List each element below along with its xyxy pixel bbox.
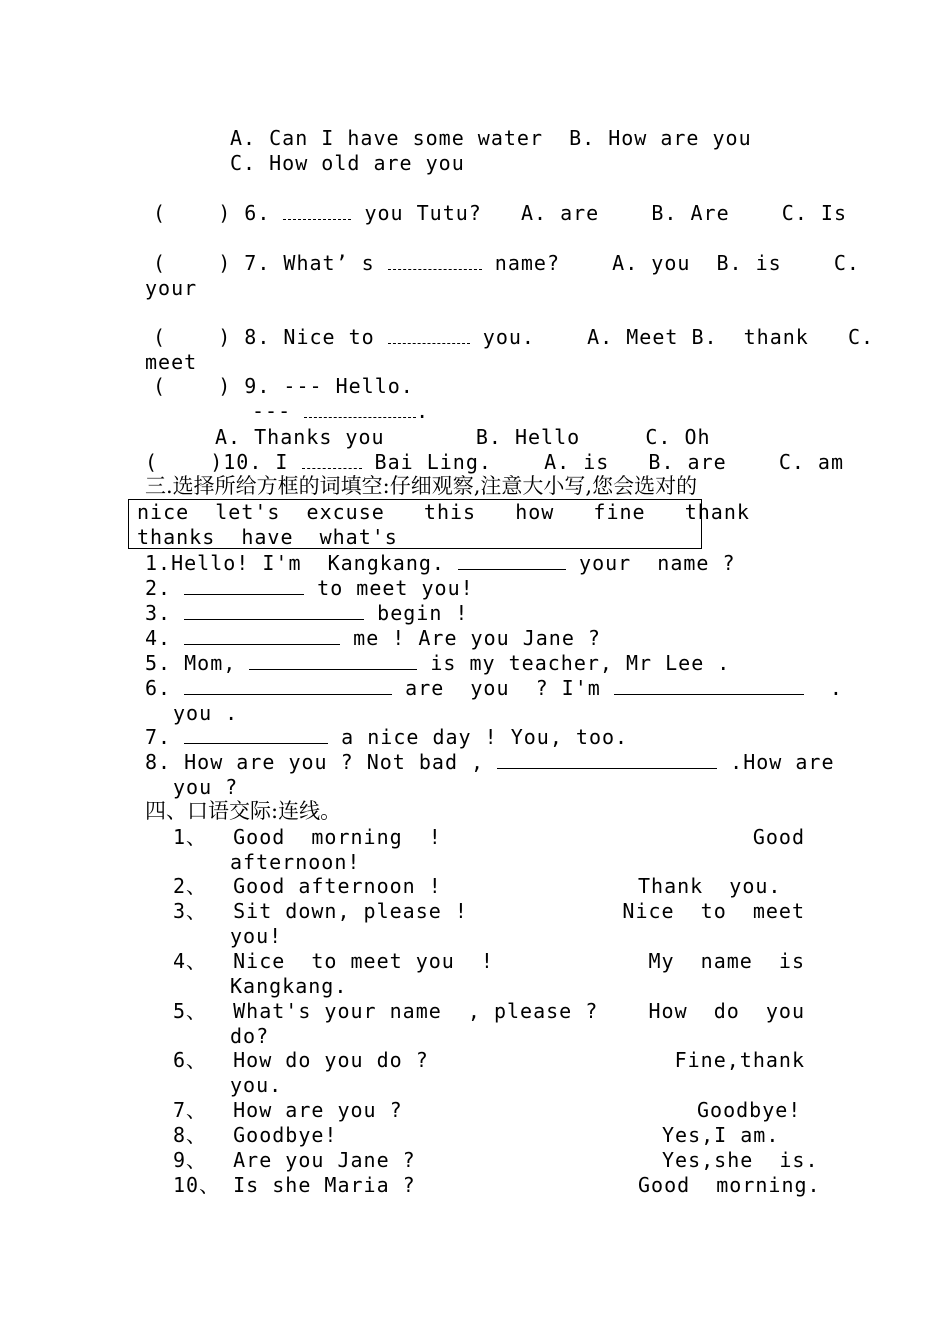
match-left-5-wrap: do? xyxy=(230,1024,270,1048)
fill-item-7: 7. a nice day ! You, too. xyxy=(145,725,629,749)
question-number: ( ) 9. xyxy=(153,374,271,398)
question-number: ( ) 8. xyxy=(153,325,271,349)
match-left-9: 9、 Are you Jane ? xyxy=(173,1148,416,1172)
answer-blank[interactable] xyxy=(388,325,470,344)
question-number: ( )10. xyxy=(145,450,263,474)
match-left-5: 5、 What's your name , please ? xyxy=(173,999,599,1023)
answer-blank[interactable] xyxy=(302,450,362,469)
match-left-2: 2、 Good afternoon ! xyxy=(173,874,442,898)
fill-item-6-wrap: you . xyxy=(173,701,239,725)
match-left-10: 10、 Is she Maria ? xyxy=(173,1173,416,1197)
question-10: ( )10. I Bai Ling. A. is B. are C. am xyxy=(145,450,845,474)
match-left-3: 3、 Sit down, please ! xyxy=(173,899,468,923)
fill-item-8-wrap: you ? xyxy=(173,775,239,799)
match-left-6: 6、 How do you do ? xyxy=(173,1048,429,1072)
question-8-wrap: meet xyxy=(145,350,198,374)
question-8: ( ) 8. Nice to you. A. Meet B. thank C. xyxy=(153,325,875,349)
match-left-6-wrap: you. xyxy=(230,1073,283,1097)
question-9: ( ) 9. --- Hello. xyxy=(153,374,414,398)
answer-blank[interactable] xyxy=(497,750,717,769)
match-left-8: 8、 Goodbye! xyxy=(173,1123,338,1147)
fill-item-3: 3. begin ! xyxy=(145,601,469,625)
match-left-1-wrap: afternoon! xyxy=(230,850,361,874)
fill-item-8: 8. How are you ? Not bad , .How are xyxy=(145,750,835,774)
fill-item-5: 5. Mom, is my teacher, Mr Lee . xyxy=(145,651,731,675)
section-4-title: 四、口语交际:连线。 xyxy=(145,799,342,823)
match-left-4: 4、 Nice to meet you ! xyxy=(173,949,494,973)
fill-item-2: 2. to meet you! xyxy=(145,576,474,600)
question-6: ( ) 6. you Tutu? A. are B. Are C. Is xyxy=(153,201,847,225)
match-left-7: 7、 How are you ? xyxy=(173,1098,403,1122)
match-right-3: Nice to meet xyxy=(622,899,805,923)
question-9-options: A. Thanks you B. Hello C. Oh xyxy=(215,425,711,449)
match-right-1: Good xyxy=(752,825,805,849)
match-right-7: Goodbye! xyxy=(697,1098,802,1122)
section-3-title: 三.选择所给方框的词填空:仔细观察,注意大小写,您会选对的 xyxy=(145,474,698,498)
match-left-1: 1、 Good morning ! xyxy=(173,825,442,849)
answer-blank[interactable] xyxy=(184,626,340,645)
question-number: ( ) 7. xyxy=(153,251,271,275)
answer-blank[interactable] xyxy=(184,725,328,744)
word-box-line2: thanks have what's xyxy=(137,525,398,549)
match-right-4: My name is xyxy=(648,949,805,973)
match-right-6: Fine,thank xyxy=(674,1048,805,1072)
answer-blank[interactable] xyxy=(184,676,392,695)
question-number: ( ) 6. xyxy=(153,201,271,225)
question-7-wrap: your xyxy=(145,276,198,300)
match-right-10: Good morning. xyxy=(638,1173,821,1197)
question-9-answer: --- . xyxy=(252,399,430,423)
answer-blank[interactable] xyxy=(388,251,482,270)
answer-blank[interactable] xyxy=(184,601,364,620)
fill-item-4: 4. me ! Are you Jane ? xyxy=(145,626,601,650)
match-right-9: Yes,she is. xyxy=(662,1148,819,1172)
match-left-3-wrap: you! xyxy=(230,924,283,948)
word-box-line1: nice let's excuse this how fine thank xyxy=(137,500,750,524)
fill-item-1: 1.Hello! I'm Kangkang. your name ? xyxy=(145,551,736,575)
match-right-8: Yes,I am. xyxy=(662,1123,780,1147)
answer-blank[interactable] xyxy=(458,551,566,570)
answer-blank[interactable] xyxy=(304,399,416,418)
match-right-5: How do you xyxy=(648,999,805,1023)
answer-blank[interactable] xyxy=(249,651,417,670)
q5-options-line2: C. How old are you xyxy=(230,151,465,175)
fill-item-6: 6. are you ? I'm . xyxy=(145,676,843,700)
q5-options-line1: A. Can I have some water B. How are you xyxy=(230,126,752,150)
answer-blank[interactable] xyxy=(184,576,304,595)
answer-blank[interactable] xyxy=(283,201,351,220)
match-left-4-wrap: Kangkang. xyxy=(230,974,348,998)
question-7: ( ) 7. What’ s name? A. you B. is C. xyxy=(153,251,860,275)
answer-blank[interactable] xyxy=(614,676,804,695)
match-right-2: Thank you. xyxy=(638,874,782,898)
